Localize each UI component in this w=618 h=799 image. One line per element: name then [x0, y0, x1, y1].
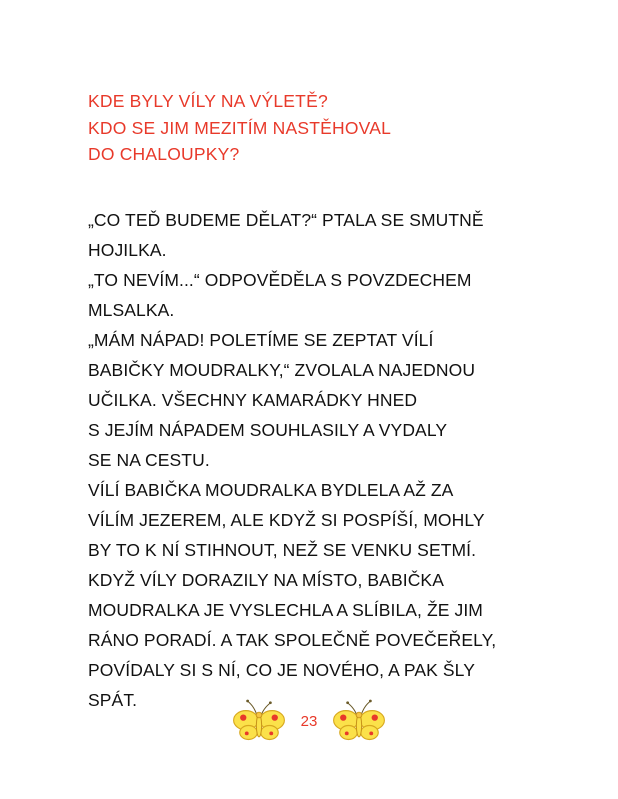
story-line: VÍLÍ BABIČKA MOUDRALKA BYDLELA AŽ ZA [88, 480, 454, 500]
butterfly-icon [331, 694, 387, 750]
story-text-block [88, 205, 568, 715]
story-line: „CO TEĎ BUDEME DĚLAT?“ PTALA SE SMUTNĚ [88, 210, 484, 230]
story-line: UČILKA. VŠECHNY KAMARÁDKY HNED [88, 390, 418, 410]
story-line: POVÍDALY SI S NÍ, CO JE NOVÉHO, A PAK ŠLY [88, 660, 475, 680]
story-line: „TO NEVÍM...“ ODPOVĚDĚLA S POVZDECHEM [88, 270, 472, 290]
question-block [88, 88, 558, 168]
story-line: „MÁM NÁPAD! POLETÍME SE ZEPTAT VÍLÍ [88, 330, 434, 350]
page-number: 23 [300, 712, 318, 730]
story-line: SPÁT. [88, 690, 138, 710]
story-line: KDYŽ VÍLY DORAZILY NA MÍSTO, BABIČKA [88, 570, 444, 590]
story-line: S JEJÍM NÁPADEM SOUHLASILY A VYDALY [88, 420, 448, 440]
story-line: RÁNO PORADÍ. A TAK SPOLEČNĚ POVEČEŘELY, [88, 630, 497, 650]
story-line: MOUDRALKA JE VYSLECHLA A SLÍBILA, ŽE JIM [88, 600, 483, 620]
story-line: MLSALKA. [88, 300, 175, 320]
story-line: SE NA CESTU. [88, 450, 210, 470]
story-line: VÍLÍM JEZEREM, ALE KDYŽ SI POSPÍŠÍ, MOHLY [88, 510, 485, 530]
butterfly-icon [231, 694, 287, 750]
page-footer [0, 687, 618, 757]
story-line: HOJILKA. [88, 240, 167, 260]
story-line: BABIČKY MOUDRALKY,“ ZVOLALA NAJEDNOU [88, 360, 476, 380]
story-line: BY TO K NÍ STIHNOUT, NEŽ SE VENKU SETMÍ. [88, 540, 477, 560]
question-line-3: DO CHALOUPKY? [88, 144, 240, 164]
question-line-2: KDO SE JIM MEZITÍM NASTĚHOVAL [88, 117, 392, 138]
question-line-1: KDE BYLY VÍLY NA VÝLETĚ? [88, 91, 328, 111]
